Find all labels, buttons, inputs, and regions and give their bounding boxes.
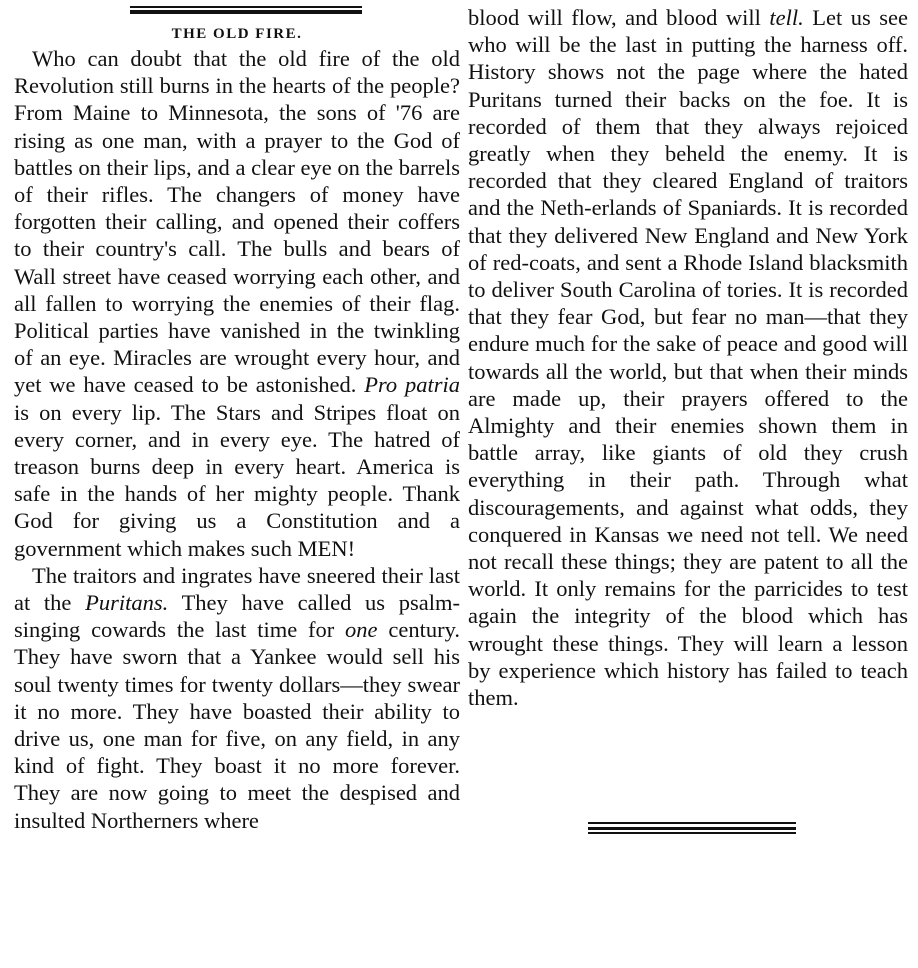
paragraph-1-text: Who can doubt that the old fire of the old Revolution still burns in the hearts of the people? From Maine to Minnesota, the sons of '76 are rising as one man, with a prayer to the God of battles on their lips, and a clear eye on the barrels of their rifles. The changers of money have forgotten their calling, and opened their coffers to their country's call. The bulls and bears of Wall street have ceased worrying each other, and all fallen to worrying the enemies of their flag. Political parties have vanished in the twinkling of an eye. Miracles are wrought every hour, and yet we have ceased to be astonished. bbox=[14, 46, 460, 398]
right-column-body bbox=[468, 4, 908, 711]
tell-italic: tell. bbox=[769, 5, 804, 30]
paragraph-2 bbox=[14, 562, 460, 834]
article-headline: THE OLD FIRE. bbox=[171, 26, 303, 42]
left-column-body bbox=[14, 45, 460, 834]
continued-text-start: blood will flow, and blood will bbox=[468, 5, 761, 30]
paragraph-2-end: century. They have sworn that a Yankee would sell his soul twenty times for twenty dollars—they swear it no more. They have boasted their ability to drive us, one man for five, on any field, in any kind of fight. They boast it no more forever. They are now going to meet the despised and insulted Northerners where bbox=[14, 617, 460, 833]
paragraph-1 bbox=[14, 45, 460, 562]
paragraph-continued bbox=[468, 4, 908, 711]
continued-text-end: Let us see who will be the last in putting the harness off. History shows not the page where the hated Puritans turned their backs on the foe. It is recorded of them that they always rejoiced greatly when they beheld the enemy. It is recorded that they cleared England of traitors and the Neth-erlands of Spaniards. It is recorded that they delivered New England and New York of red-coats, and sent a Rhode Island blacksmith to deliver South Carolina of tories. It is recorded that they fear God, but fear no man—that they endure much for the sake of peace and good will towards all the world, but that when their minds are made up, their prayers offered to the Almighty and their enemies shown them in battle array, like giants of old they crush everything in their path. Through what discouragements, and against what odds, they conquered in Kansas we need not tell. We need not recall these things; they are patent to all the world. It only remains for the parricides to test again the integrity of the blood which has wrought these things. They will learn a lesson by experience which history has failed to teach them. bbox=[468, 5, 908, 711]
paragraph-2-mid: They have called us psalm-singing cowards the last time for bbox=[14, 590, 460, 643]
headline-rule bbox=[130, 6, 362, 14]
puritans-italic: Puritans. bbox=[85, 590, 169, 616]
end-of-article-rule bbox=[588, 822, 796, 834]
paragraph-1-end: is on every lip. The Stars and Stripes float on every corner, and in every eye. The hatred of treason burns deep in every heart. America is safe in the hands of her mighty people. Thank God for giving us a Constitution and a government which makes such MEN! bbox=[14, 399, 460, 561]
pro-patria-italic: Pro patria bbox=[364, 372, 460, 398]
paragraph-2-start: The traitors and ingrates have sneered their last at the bbox=[14, 562, 460, 616]
one-italic: one bbox=[345, 617, 378, 643]
